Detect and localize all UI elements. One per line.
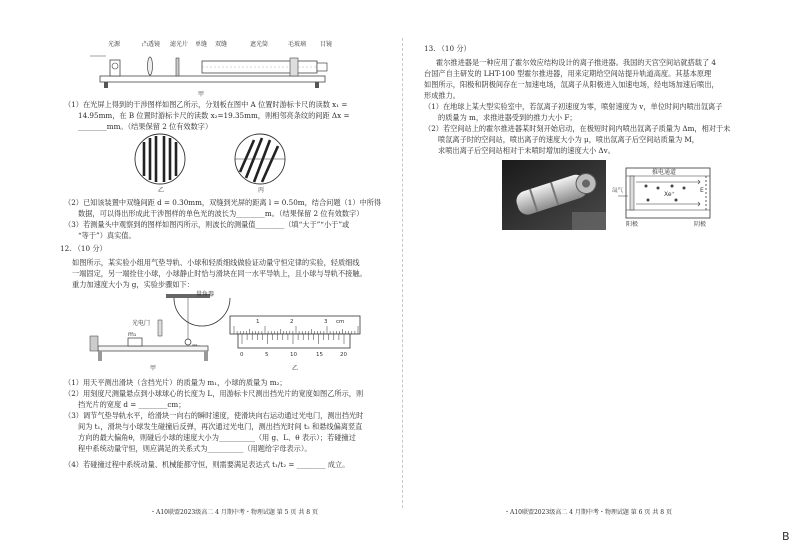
photogate-label: 光电门 bbox=[132, 320, 151, 327]
ruler-top-tick-2: 2 bbox=[290, 319, 294, 325]
q13-header: 13. （10 分） bbox=[424, 44, 471, 53]
q12-intro-line1: 如图所示，某实验小组用气垫导轨、小球和轻质细线做验证动量守恒定律的实验，轻质细线 bbox=[72, 258, 360, 267]
vernier-caliper-figure bbox=[228, 312, 368, 372]
double-slit-apparatus-figure bbox=[90, 38, 420, 98]
hall-thruster-diagram bbox=[612, 162, 716, 228]
caliper-caption-yi: 乙 bbox=[292, 365, 299, 372]
q12-intro-line2: 一端固定，另一端拴住小球，小球静止时恰与滑块在同一水平导轨上，且小球与导轨不接触。 bbox=[72, 269, 367, 278]
q11-part1-line3: ________mm。（结果保留 2 位有效数字） bbox=[78, 122, 213, 131]
q11-part1-line2: 14.95mm，在 B 位置时游标卡尺的读数 x₂=19.35mm，则相邻亮条纹的间距 Δx = bbox=[78, 111, 350, 120]
ruler-tick-20: 20 bbox=[340, 352, 347, 358]
apparatus-label-eyepiece: 目镜 bbox=[320, 41, 333, 48]
caption-yi: 乙 bbox=[158, 187, 165, 194]
q12-part1: （1）用天平测出滑块（含挡光片）的质量为 m₁，小球的质量为 m₂； bbox=[64, 378, 287, 387]
q13-part1-line2: 的质量为 m，求推进器受到的推力大小 F； bbox=[438, 113, 577, 122]
ruler-top-tick-1: 1 bbox=[256, 319, 260, 325]
slider-mass-label: m₁ bbox=[128, 331, 137, 338]
apparatus-label-filter: 滤光片 bbox=[170, 41, 189, 48]
q11-part3-line1: （3）若测量头中观察到的图样如图丙所示，则波长的测量值________（填“大于”“小于”或 bbox=[64, 220, 350, 229]
ruler-tick-10: 10 bbox=[290, 352, 297, 358]
interference-pattern-figures bbox=[130, 132, 310, 192]
collision-apparatus-figure bbox=[88, 292, 228, 372]
q11-part2-line2: 数据，可以得出形成此干涉图样的单色光的波长为________m。（结果保留 2 位有效数字） bbox=[78, 209, 364, 218]
q11-part1-line1: （1）在光屏上得到的干涉图样如图乙所示，分划板在图中 A 位置时游标卡尺的读数 x₁ = bbox=[64, 100, 348, 109]
q12-header: 12. （10 分） bbox=[60, 244, 107, 253]
q13-part2-line2: 喷氙离子时的空间站，喷出离子的速度大小为 μ，喷出氙离子后空间站质量为 M， bbox=[438, 135, 699, 144]
q13-part1-line1: （1）在地球上某大型实验室中，若氙离子初速度为零，喷射速度为 v，单位时间内喷出氙离子 bbox=[424, 102, 723, 111]
ruler-tick-5: 5 bbox=[265, 352, 269, 358]
q13-intro-line1: 霍尔推进器是一种应用了霍尔效应结构设计的离子推进器。我国的天宫空间站就搭载了 4 bbox=[436, 58, 716, 67]
diagram-cathode-label: 阴极 bbox=[694, 221, 707, 228]
q12-part3-line3: 方向的最大偏角θ，则碰后小球的速度大小为__________（用 g、L、θ 表示）；若碰撞过 bbox=[78, 433, 356, 442]
q12-part4: （4）若碰撞过程中系统动量、机械能都守恒，则需要满足表达式 t₁/t₂ = ________ 成立。 bbox=[64, 460, 350, 469]
diagram-e-field-label: E bbox=[700, 187, 704, 194]
corner-mark: B bbox=[782, 530, 790, 543]
diagram-xenon-label: 氙气 bbox=[612, 188, 624, 194]
q13-intro-line3: 如图所示，阳极和阴极间存在一加速电场，氙离子从阳极进入加速电场，经电场加速后喷出， bbox=[424, 80, 719, 89]
q11-part2-line1: （2）已知该装置中双缝间距 d = 0.30mm，双缝到光屏的距离 l = 0.50m，结合问题（1）中所得 bbox=[64, 198, 382, 207]
q13-part2-line3: 求喷出离子后空间站相对于未喷时增加的速度大小 Δv。 bbox=[438, 146, 615, 155]
left-page-footer: ・A10联盟2023级高二 4 月期中考・物理试题 第 5 页 共 8 页 bbox=[150, 509, 318, 516]
ruler-top-tick-3: 3 bbox=[324, 319, 328, 325]
apparatus-label-tube: 遮光筒 bbox=[250, 41, 269, 48]
apparatus-label-lens: 凸透镜 bbox=[142, 41, 161, 48]
apparatus-label-light: 光源 bbox=[108, 41, 121, 48]
ruler-tick-0: 0 bbox=[240, 352, 244, 358]
protractor-label: 量角器 bbox=[196, 291, 215, 298]
q12-intro-line3: 重力加速度大小为 g，实验步骤如下： bbox=[72, 280, 194, 289]
right-page-footer: ・A10联盟2023级高二 4 月期中考・物理试题 第 6 页 共 8 页 bbox=[504, 509, 672, 516]
page-divider bbox=[402, 38, 403, 508]
space-station-photo bbox=[502, 160, 606, 230]
diagram-channel-label: 推电通道 bbox=[652, 169, 677, 176]
q13-part2-line1: （2）若空间站上的霍尔推进器某时刻开始启动，在极短时间内喷出氙离子质量为 Δm，相对于未 bbox=[424, 124, 731, 133]
caption-bing: 丙 bbox=[258, 187, 265, 194]
apparatus-label-single-slit: 单缝 bbox=[195, 41, 208, 48]
apparatus-label-glass: 毛玻璃 bbox=[288, 41, 307, 48]
diagram-xe-ion-label: Xe⁺ bbox=[664, 191, 675, 198]
q11-part3-line2: “等于”）真实值。 bbox=[78, 231, 136, 240]
ruler-unit: cm bbox=[336, 319, 345, 325]
q12-part3-line2: 间为 t₁，滑块与小球发生碰撞后反弹，再次通过光电门，测出挡光时间 t₂ 和悬线偏离竖直 bbox=[78, 422, 363, 431]
q12-part2-line1: （2）用刻度尺测量悬点到小球球心的长度为 L，用游标卡尺测出挡光片的宽度如图乙所示，则 bbox=[64, 389, 364, 398]
apparatus-label-double-slit: 双缝 bbox=[215, 41, 228, 48]
ruler-tick-15: 15 bbox=[316, 352, 323, 358]
q13-intro-line2: 台国产自主研发的 LHT-100 型霍尔推进器，用来定期给空间站提升轨道高度。其基本原理 bbox=[424, 69, 712, 78]
q12-part2-line2: 挡光片的宽度 d = ________cm； bbox=[78, 400, 186, 409]
caption-jia: 甲 bbox=[198, 91, 205, 98]
collision-caption-jia: 甲 bbox=[150, 365, 157, 372]
q13-intro-line4: 形成推力。 bbox=[424, 91, 460, 100]
q12-part3-line4: 程中系统动量守恒，则应满足的关系式为__________（用题给字母表示）。 bbox=[78, 444, 312, 453]
diagram-anode-label: 阳极 bbox=[626, 221, 639, 228]
q12-part3-line1: （3）调节气垫导轨水平，给滑块一向右的瞬时速度，使滑块向右运动通过光电门，测出挡光时 bbox=[64, 411, 364, 420]
